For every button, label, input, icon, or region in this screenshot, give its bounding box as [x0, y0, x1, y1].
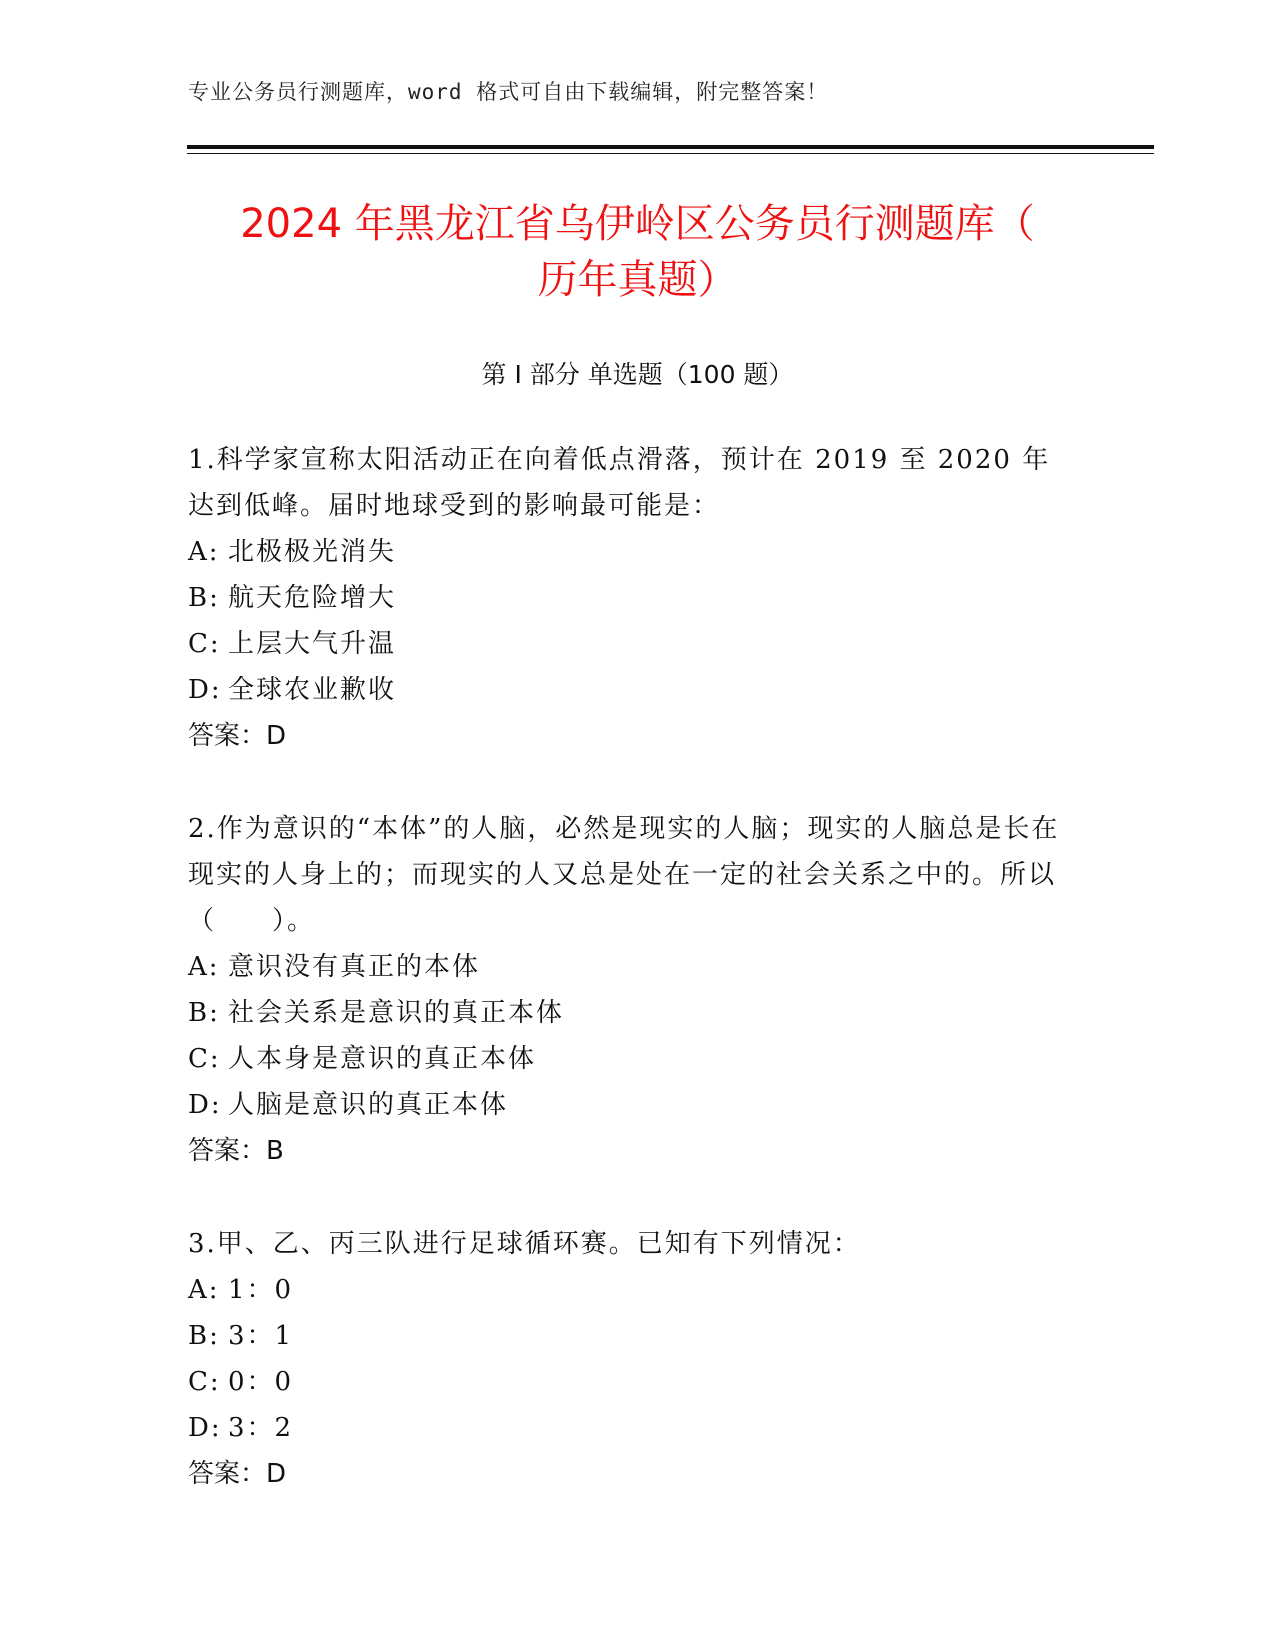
document-title-line-2: 历年真题） [537, 257, 738, 303]
option-d [188, 1082, 1068, 1128]
answer-line: 答案：D [188, 721, 287, 751]
option-letter: B: [188, 998, 220, 1028]
option-text: 意识没有真正的本体 [228, 952, 481, 982]
option-letter: A: [188, 1275, 220, 1305]
question-stem: 3.甲、乙、丙三队进行足球循环赛。已知有下列情况： [188, 1229, 861, 1259]
option-d [188, 1405, 1068, 1451]
option-b [188, 1313, 1068, 1359]
option-text: 人本身是意识的真正本体 [228, 1044, 537, 1074]
question-list [188, 437, 1068, 1544]
option-text: 上层大气升温 [228, 629, 397, 659]
question-stem: 2.作为意识的“本体”的人脑，必然是现实的人脑；现实的人脑总是长在现实的人身上的；而现实的人又总是处在一定的社会关系之中的。所以（ ）。 [188, 814, 1060, 936]
option-text: 人脑是意识的真正本体 [228, 1090, 509, 1120]
option-d [188, 667, 1068, 713]
option-letter: B: [188, 583, 220, 613]
option-letter: A: [188, 952, 220, 982]
section-heading: 第 I 部分 单选题（100 题） [481, 360, 794, 389]
option-letter: C: [188, 1044, 221, 1074]
option-letter: D: [188, 1090, 222, 1120]
option-letter: D: [188, 1413, 222, 1443]
option-text: 北极极光消失 [228, 537, 397, 567]
question-3 [188, 1221, 1068, 1497]
option-text: 航天危险增大 [228, 583, 397, 613]
option-c [188, 621, 1068, 667]
option-c [188, 1036, 1068, 1082]
option-a [188, 1267, 1068, 1313]
header-rule-thick [187, 145, 1154, 149]
document-title [150, 196, 1125, 308]
question-2 [188, 806, 1068, 1174]
option-b [188, 575, 1068, 621]
option-text: 社会关系是意识的真正本体 [228, 998, 565, 1028]
option-text: 0：0 [228, 1367, 294, 1397]
option-letter: D: [188, 675, 222, 705]
option-a [188, 529, 1068, 575]
option-c [188, 1359, 1068, 1405]
option-text: 3：2 [228, 1413, 294, 1443]
document-title-line-1: 2024 年黑龙江省乌伊岭区公务员行测题库（ [240, 201, 1035, 247]
option-letter: C: [188, 629, 221, 659]
option-text: 全球农业歉收 [228, 675, 397, 705]
question-stem: 1.科学家宣称太阳活动正在向着低点滑落，预计在 2019 至 2020 年达到低峰。届时地球受到的影响最可能是： [188, 445, 1051, 521]
option-letter: C: [188, 1367, 221, 1397]
option-a [188, 944, 1068, 990]
header-rule-thin [187, 153, 1154, 154]
header-note: 专业公务员行测题库，word 格式可自由下载编辑，附完整答案！ [188, 80, 829, 104]
question-1 [188, 437, 1068, 759]
option-b [188, 990, 1068, 1036]
option-letter: B: [188, 1321, 220, 1351]
option-text: 3：1 [228, 1321, 294, 1351]
answer-line: 答案：D [188, 1459, 287, 1489]
answer-line: 答案：B [188, 1136, 284, 1166]
option-text: 1：0 [228, 1275, 294, 1305]
option-letter: A: [188, 537, 220, 567]
